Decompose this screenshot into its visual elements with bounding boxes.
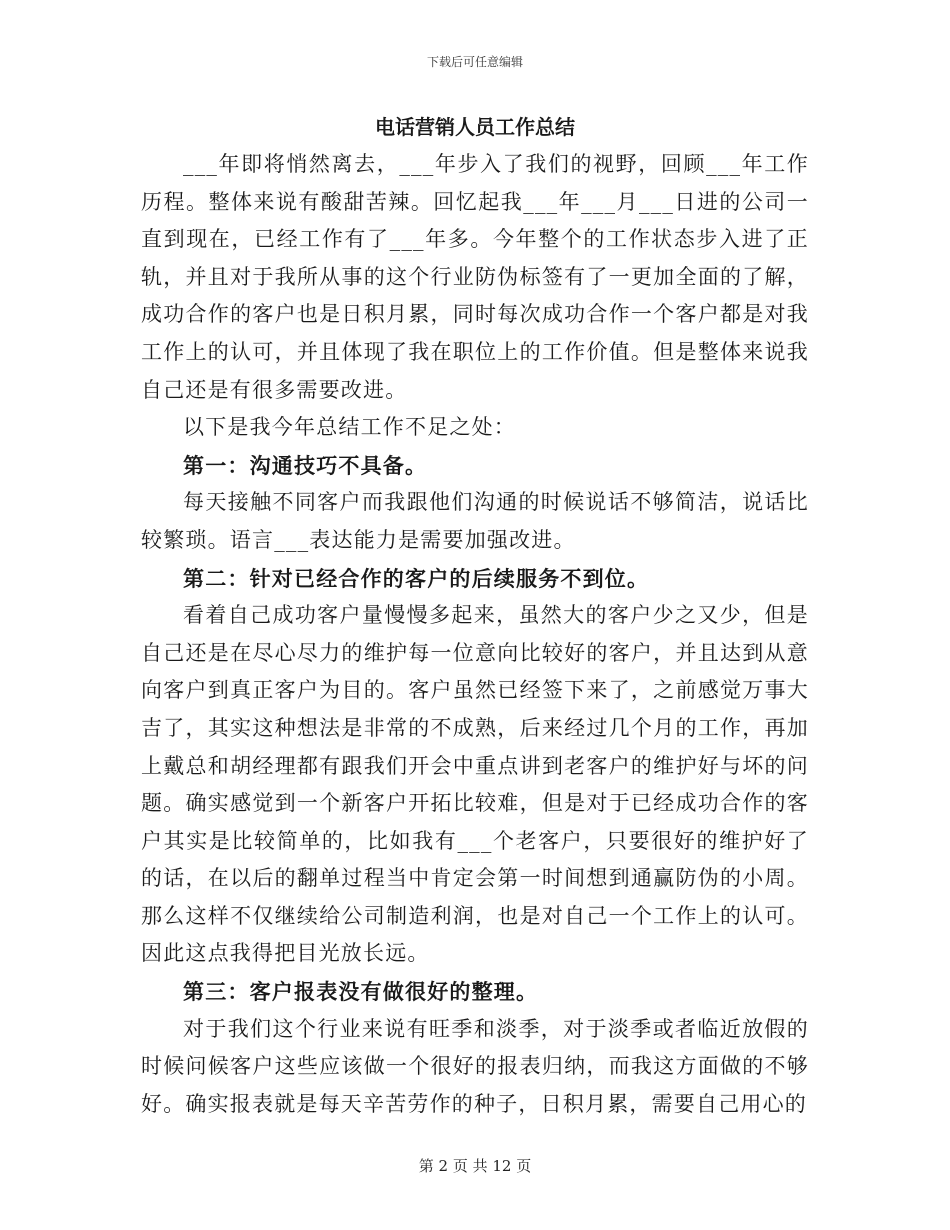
page-number-footer: 第 2 页 共 12 页	[418, 1157, 532, 1175]
paragraph-section-2: 看着自己成功客户量慢慢多起来，虽然大的客户少之又少，但是自己还是在尽心尽力的维护每一位意向比较好的客户，并且达到从意向客户到真正客户为目的。客户虽然已经签下来了，之前感觉万事大吉了，其实这种想法是非常的不成熟，后来经过几个月的工作，再加上戴总和胡经理都有跟我们开会中重点讲到老客户的维护好与坏的问题。确实感觉到一个新客户开拓比较难，但是对于已经成功合作的客户其实是比较简单的，比如我有___个老客户，只要很好的维护好了的话，在以后的翻单过程当中肯定会第一时间想到通赢防伪的小周。那么这样不仅继续给公司制造利润，也是对自己一个工作上的认可。因此这点我得把目光放长远。	[141, 603, 809, 966]
section-heading-1: 第一：沟通技巧不具备。	[183, 452, 428, 478]
paragraph-section-3: 对于我们这个行业来说有旺季和淡季，对于淡季或者临近放假的时候问候客户这些应该做一个很好的报表归纳，而我这方面做的不够好。确实报表就是每天辛苦劳作的种子，日积月累，需要自己用心的	[141, 1016, 809, 1116]
document-title: 电话营销人员工作总结	[375, 115, 575, 139]
document-body	[141, 112, 809, 1123]
section-heading-2: 第二：针对已经合作的客户的后续服务不到位。	[183, 565, 650, 591]
paragraph-shortcomings-intro: 以下是我今年总结工作不足之处：	[183, 415, 516, 440]
paragraph-section-1: 每天接触不同客户而我跟他们沟通的时候说话不够简洁，说话比较繁琐。语言___表达能力是需要加强改进。	[141, 490, 809, 552]
section-heading-3: 第三：客户报表没有做很好的整理。	[183, 979, 539, 1005]
paragraph-intro: ___年即将悄然离去，___年步入了我们的视野，回顾___年工作历程。整体来说有酸甜苦辣。回忆起我___年___月___日进的公司一直到现在，已经工作有了___年多。今年整个的工作状态步入进了正轨，并且对于我所从事的这个行业防伪标签有了一更加全面的了解，成功合作的客户也是日积月累，同时每次成功合作一个客户都是对我工作上的认可，并且体现了我在职位上的工作价值。但是整体来说我自己还是有很多需要改进。	[141, 152, 809, 402]
page-header-note: 下载后可任意编辑	[426, 55, 523, 69]
